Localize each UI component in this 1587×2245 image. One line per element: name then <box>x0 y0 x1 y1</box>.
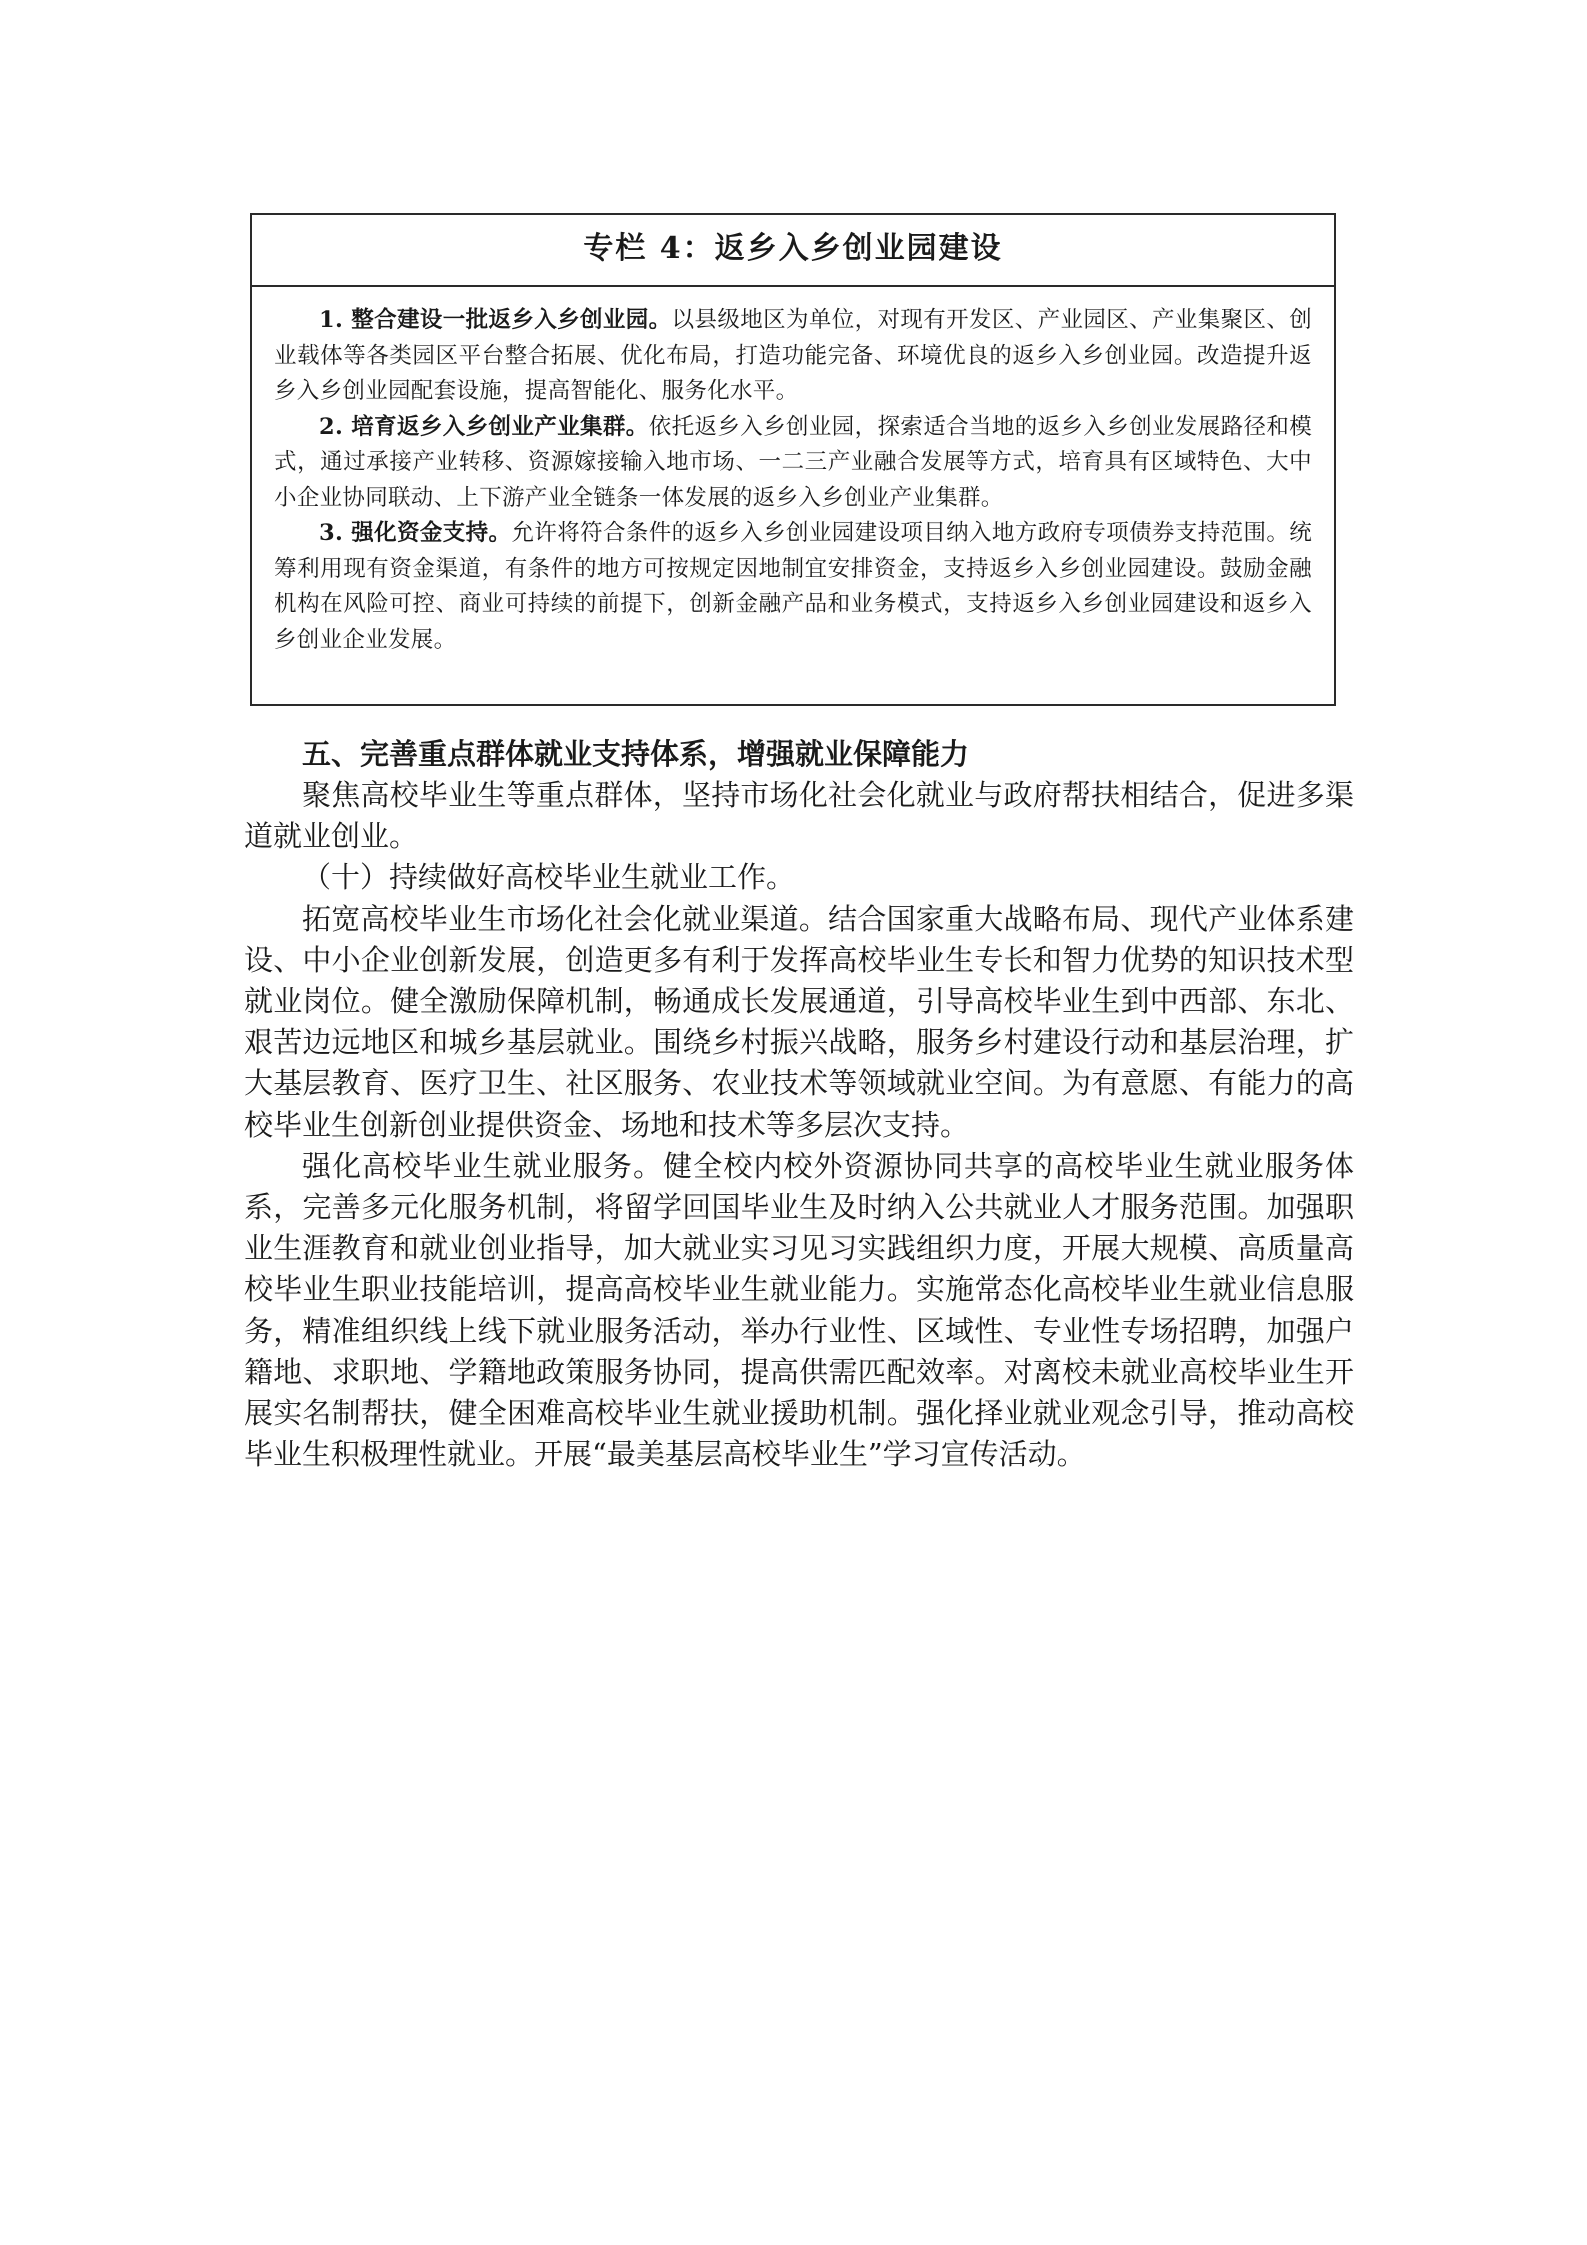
column-item-1-text: 以县级地区为单位，对现有开发区、产业园区、产业集聚区、创业载体等各类园区平台整合拓展、优化布局，打造功能完备、环境优良的返乡入乡创业园。改造提升返乡入乡创业园配套设施，提高智能化、服务化水平。 <box>274 307 1312 404</box>
column-item-1-lead: 1. 整合建设一批返乡入乡创业园。 <box>319 307 672 333</box>
column-box <box>250 213 1336 706</box>
column-item-3-text: 允许将符合条件的返乡入乡创业园建设项目纳入地方政府专项债券支持范围。统筹利用现有资金渠道，有条件的地方可按规定因地制宜安排资金，支持返乡入乡创业园建设。鼓励金融机构在风险可控、商业可持续的前提下，创新金融产品和业务模式，支持返乡入乡创业园建设和返乡入乡创业企业发展。 <box>274 520 1312 653</box>
body-paragraph-channels: 拓宽高校毕业生市场化社会化就业渠道。结合国家重大战略布局、现代产业体系建设、中小企业创新发展，创造更多有利于发挥高校毕业生专长和智力优势的知识技术型就业岗位。健全激励保障机制，畅通成长发展通道，引导高校毕业生到中西部、东北、艰苦边远地区和城乡基层就业。围绕乡村振兴战略，服务乡村建设行动和基层治理，扩大基层教育、医疗卫生、社区服务、农业技术等领域就业空间。为有意愿、有能力的高校毕业生创新创业提供资金、场地和技术等多层次支持。 <box>244 901 1354 1142</box>
section-intro-paragraph: 聚焦高校毕业生等重点群体，坚持市场化社会化就业与政府帮扶相结合，促进多渠道就业创业。 <box>244 778 1354 854</box>
column-title: 专栏 4：返乡入乡创业园建设 <box>252 215 1334 287</box>
section-heading: 五、完善重点群体就业支持体系，增强就业保障能力 <box>302 737 970 771</box>
column-item-2 <box>274 410 1312 517</box>
column-body <box>252 287 1334 658</box>
main-text <box>244 734 1354 1475</box>
column-item-2-lead: 2. 培育返乡入乡创业产业集群。 <box>319 413 649 440</box>
subsection-heading: （十）持续做好高校毕业生就业工作。 <box>302 860 796 895</box>
column-item-3-lead: 3. 强化资金支持。 <box>319 520 512 546</box>
column-item-3 <box>274 516 1312 658</box>
body-paragraph-services: 强化高校毕业生就业服务。健全校内校外资源协同共享的高校毕业生就业服务体系，完善多元化服务机制，将留学回国毕业生及时纳入公共就业人才服务范围。加强职业生涯教育和就业创业指导，加大就业实习见习实践组织力度，开展大规模、高质量高校毕业生职业技能培训，提高高校毕业生就业能力。实施常态化高校毕业生就业信息服务，精准组织线上线下就业服务活动，举办行业性、区域性、专业性专场招聘，加强户籍地、求职地、学籍地政策服务协同，提高供需匹配效率。对离校未就业高校毕业生开展实名制帮扶，健全困难高校毕业生就业援助机制。强化择业就业观念引导，推动高校毕业生积极理性就业。开展“最美基层高校毕业生”学习宣传活动。 <box>244 1148 1354 1472</box>
column-item-1 <box>274 303 1312 410</box>
column-item-2-text: 依托返乡入乡创业园，探索适合当地的返乡入乡创业发展路径和模式，通过承接产业转移、资源嫁接输入地市场、一二三产业融合发展等方式，培育具有区域特色、大中小企业协同联动、上下游产业全链条一体发展的返乡入乡创业产业集群。 <box>274 413 1313 511</box>
